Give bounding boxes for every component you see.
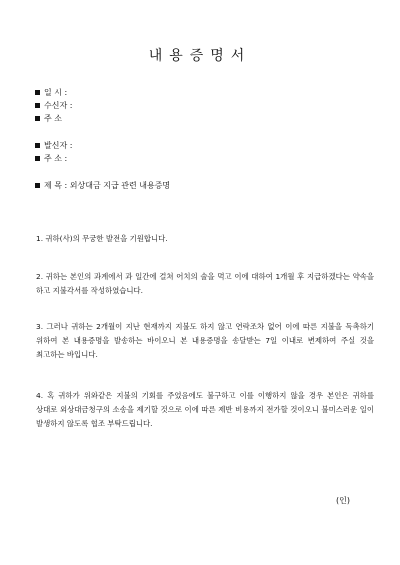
bullet-icon	[35, 90, 40, 95]
bullet-icon	[35, 116, 40, 121]
seal-mark: (인)	[336, 496, 350, 505]
paragraph-4: 4. 혹 귀하가 위와같은 지불의 기회를 주었음에도 불구하고 이를 이행하지 않을 경우 본인은 귀하를 상대로 외상대금청구의 소송을 제기할 것으로 이에 따른 제반 비용까지 전가할 것이오니 불미스러운 일이 발생하지 않도록 협조 부탁드립니다.	[36, 391, 374, 428]
sender-address-label: 주 소 :	[44, 154, 68, 163]
receiver-address-field	[35, 114, 62, 124]
bullet-icon	[35, 143, 40, 148]
receiver-field	[35, 101, 72, 111]
paragraph-1: 1. 귀하(사)의 무궁한 발전을 기원합니다.	[36, 234, 168, 243]
receiver-address-label: 주 소	[44, 114, 62, 123]
bullet-icon	[35, 183, 40, 188]
bullet-icon	[35, 103, 40, 108]
sender-label: 발신자 :	[44, 141, 73, 150]
subject-field	[35, 181, 170, 191]
bullet-icon	[35, 156, 40, 161]
paragraph-3: 3. 그러나 귀하는 2개월이 지난 현재까지 지불도 하지 않고 연락조차 없어 이에 따른 지불을 독촉하기 위하여 본 내용증명을 발송하는 바이오니 본 내용증명을 송달받는 7일 이내로 변제하여 주실 것을 최고하는 바입니다.	[36, 322, 374, 359]
date-field	[35, 88, 67, 98]
sender-address-field	[35, 154, 67, 164]
document-title: 내용증명서	[148, 48, 252, 64]
receiver-label: 수신자 :	[44, 101, 73, 110]
sender-field	[35, 141, 72, 151]
subject-label: 제 목 : 외상대금 지급 관련 내용증명	[44, 181, 171, 190]
date-label: 일 시 :	[44, 88, 68, 97]
paragraph-2: 2. 귀하는 본인의 과계에서 과 일간에 걸쳐 어치의 술을 먹고 이에 대하여 1개월 후 지급하겠다는 약속을 하고 지불각서를 작성하였습니다.	[36, 272, 374, 295]
